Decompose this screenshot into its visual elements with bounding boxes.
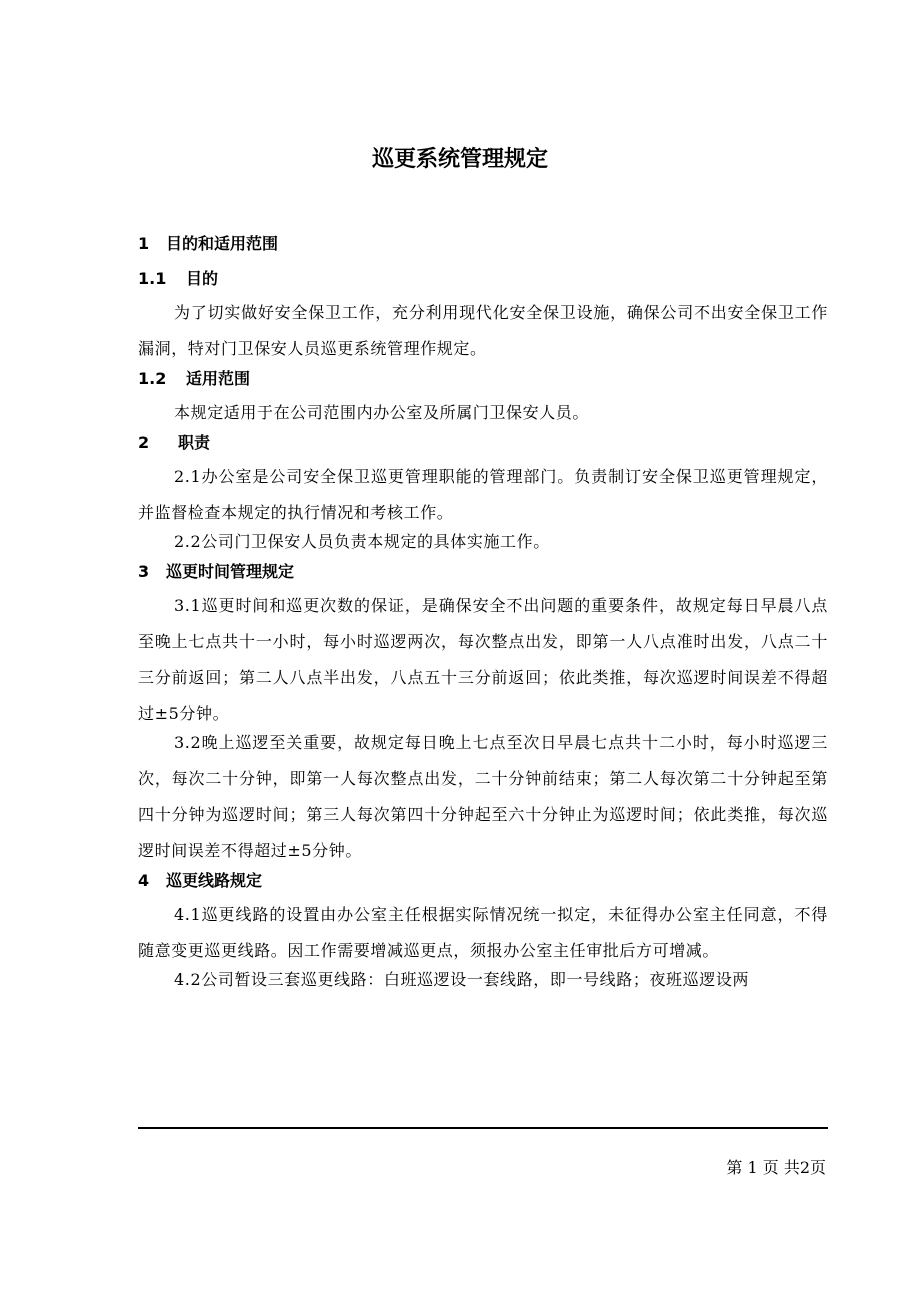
- section-heading-2: [138, 432, 828, 454]
- paragraph-3-1: 3.1巡更时间和巡更次数的保证，是确保安全不出问题的重要条件，故规定每日早晨八点至晚上七点共十一小时，每小时巡逻两次，每次整点出发，即第一人八点准时出发，八点二十三分前返回；第二人八点半出发，八点五十三分前返回；依此类推，每次巡逻时间误差不得超过±5分钟。: [138, 596, 828, 723]
- paragraph-2-2: 2.2公司门卫保安人员负责本规定的具体实施工作。: [174, 532, 550, 551]
- section-heading-3: [138, 561, 828, 583]
- section-title: 目的: [186, 269, 219, 288]
- section-number: 3: [138, 562, 150, 581]
- section-number: 1.1: [138, 269, 167, 288]
- footer-divider: [138, 1127, 828, 1129]
- paragraph-2-1: 2.1办公室是公司安全保卫巡更管理职能的管理部门。负责制订安全保卫巡更管理规定，并监督检查本规定的执行情况和考核工作。: [138, 467, 828, 522]
- section-number: 1: [138, 234, 150, 253]
- section-heading-1-1: [138, 268, 828, 290]
- section-number: 4: [138, 871, 150, 890]
- section-title: 巡更线路规定: [166, 871, 263, 890]
- document-body: [138, 233, 828, 999]
- section-number: 2: [138, 433, 150, 452]
- paragraph-4-2: 4.2公司暂设三套巡更线路：白班巡逻设一套线路，即一号线路；夜班巡逻设两: [174, 970, 750, 989]
- section-number: 1.2: [138, 369, 167, 388]
- section-title: 适用范围: [186, 369, 251, 388]
- paragraph-1-1: 为了切实做好安全保卫工作，充分利用现代化安全保卫设施，确保公司不出安全保卫工作漏洞，特对门卫保安人员巡更系统管理作规定。: [138, 303, 828, 358]
- document-title: 巡更系统管理规定: [371, 147, 548, 172]
- section-title: 巡更时间管理规定: [166, 562, 295, 581]
- section-title: 职责: [178, 433, 211, 452]
- paragraph-3-2: 3.2晚上巡逻至关重要，故规定每日晚上七点至次日早晨七点共十二小时，每小时巡逻三次，每次二十分钟，即第一人每次整点出发，二十分钟前结束；第二人每次第二十分钟起至第四十分钟为巡逻时间；第三人每次第四十分钟起至六十分钟止为巡逻时间；依此类推，每次巡逻时间误差不得超过±5分钟。: [138, 733, 828, 860]
- section-heading-1: [138, 233, 828, 255]
- section-title: 目的和适用范围: [166, 234, 279, 253]
- page-number: 第 1 页 共2页: [726, 1158, 826, 1177]
- section-heading-4: [138, 870, 828, 892]
- section-heading-1-2: [138, 368, 828, 390]
- paragraph-4-1: 4.1巡更线路的设置由办公室主任根据实际情况统一拟定，未征得办公室主任同意，不得随意变更巡更线路。因工作需要增减巡更点，须报办公室主任审批后方可增减。: [138, 905, 828, 960]
- paragraph-1-2: 本规定适用于在公司范围内办公室及所属门卫保安人员。: [174, 403, 590, 422]
